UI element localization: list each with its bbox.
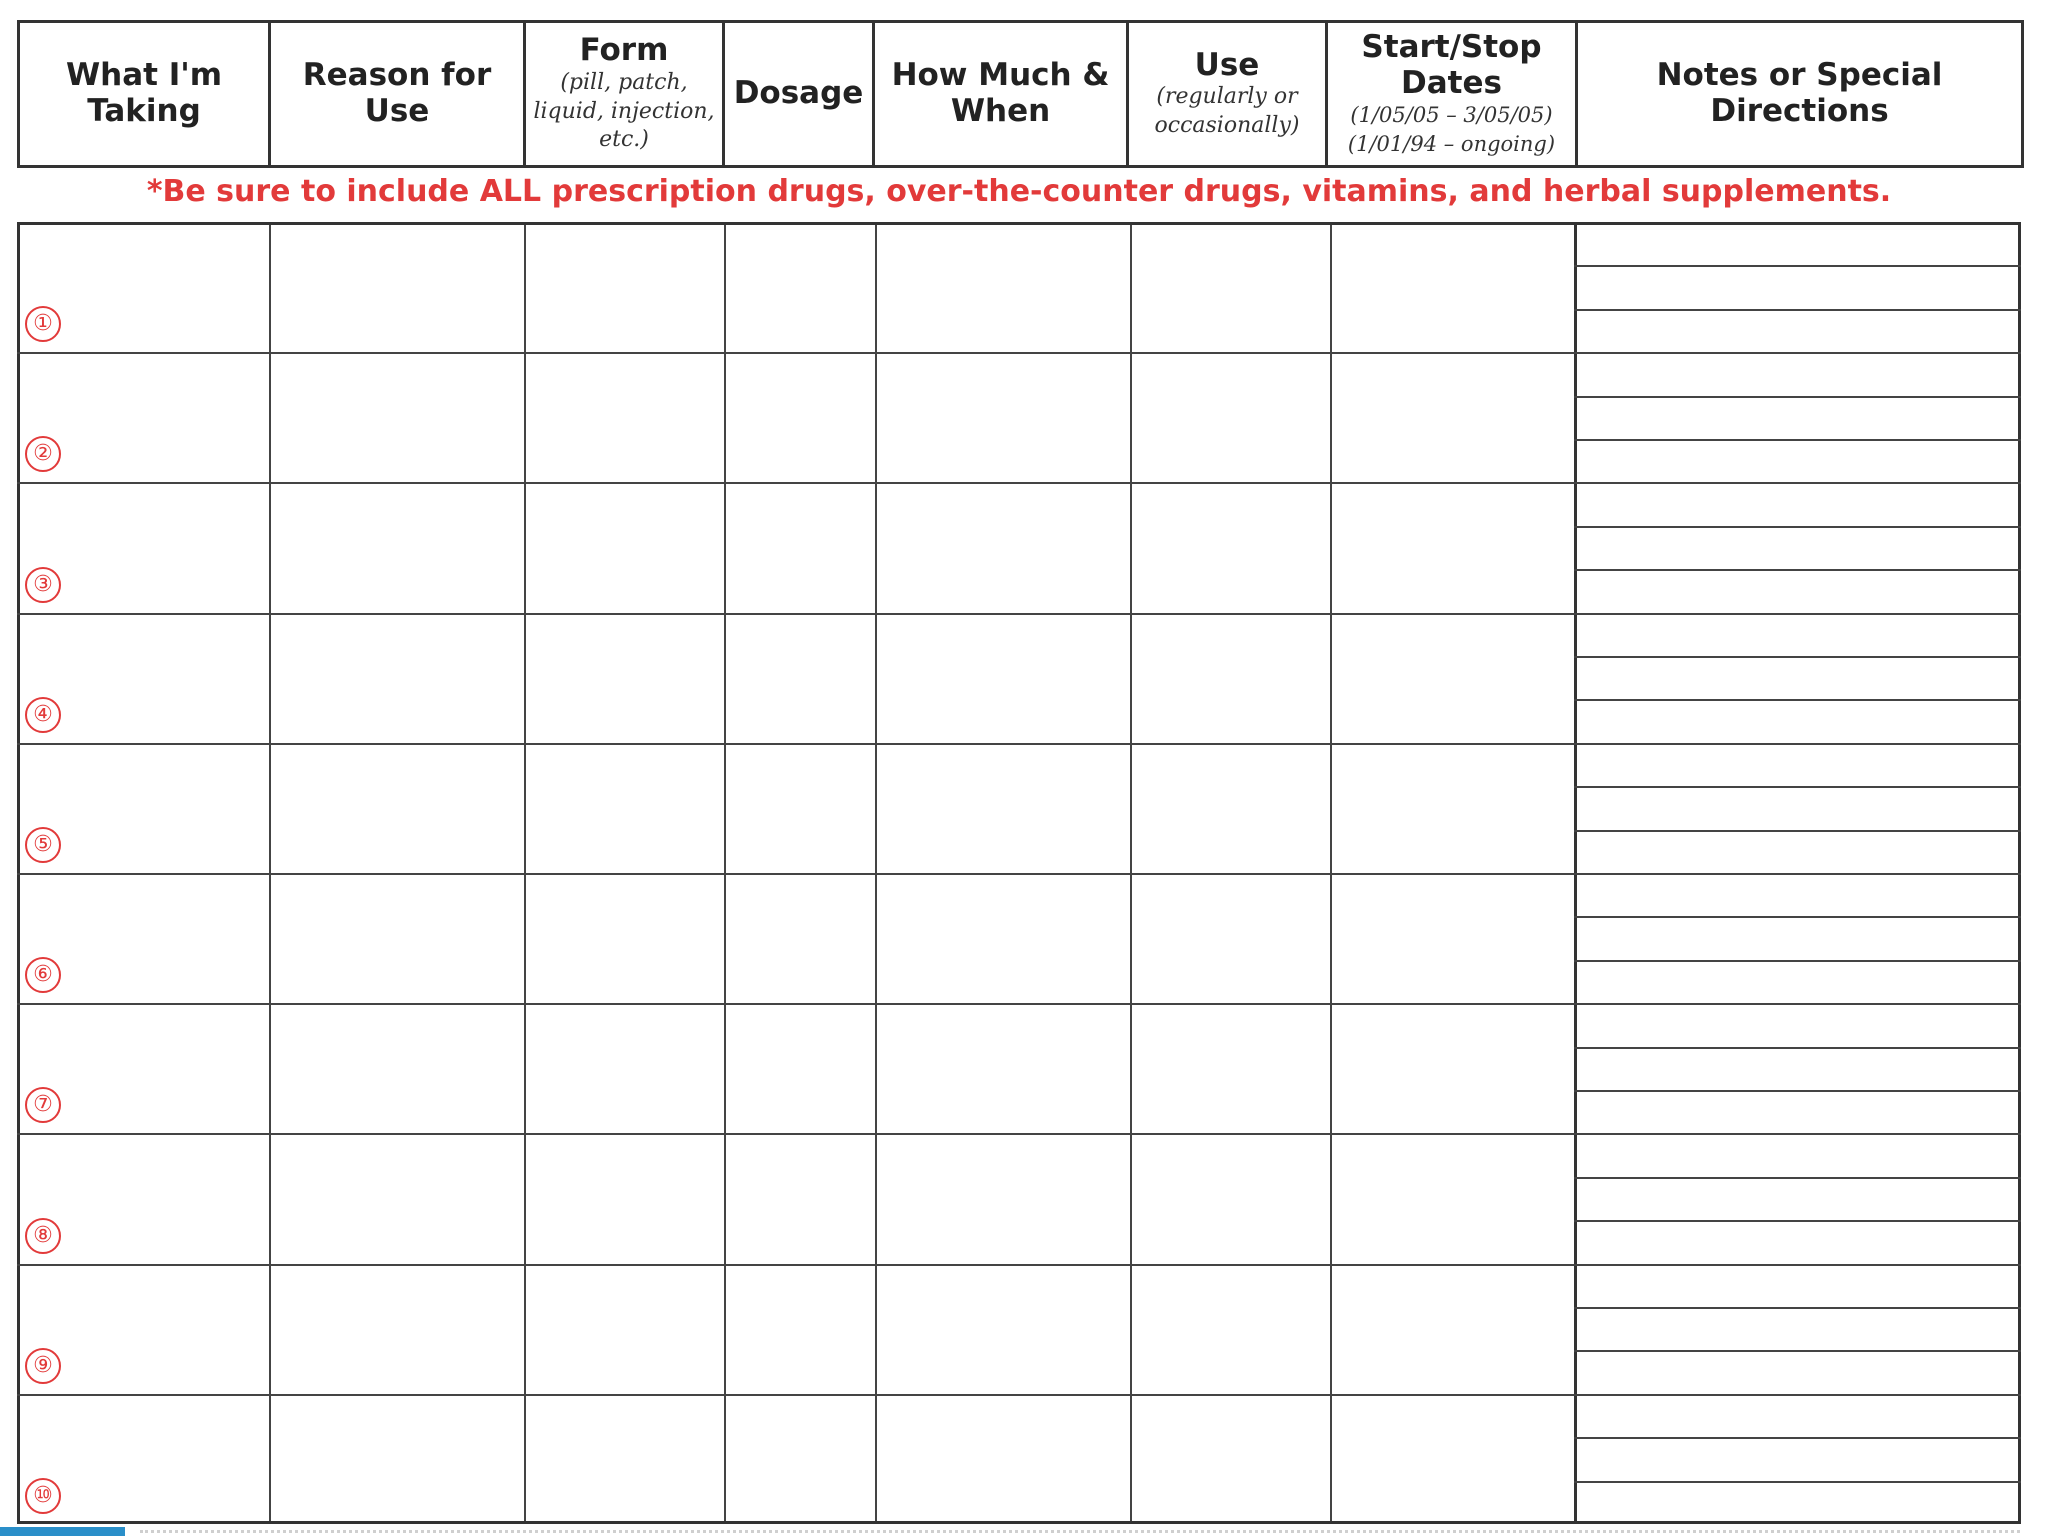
notes-writing-line <box>1574 1437 2021 1439</box>
header-what-im-taking-label: What I'm Taking <box>65 57 223 129</box>
notes-writing-line <box>1574 830 2021 832</box>
notes-writing-line <box>1574 656 2021 658</box>
row-rule <box>17 613 2021 615</box>
bottom-accent-strip <box>0 1527 125 1536</box>
notes-writing-line <box>1574 1481 2021 1483</box>
notes-writing-line <box>1574 960 2021 962</box>
row-rule <box>17 873 2021 875</box>
row-rule <box>17 743 2021 745</box>
row-number-marker: ⑨ <box>25 1348 61 1384</box>
notes-writing-line <box>1574 699 2021 701</box>
notes-writing-line <box>1574 569 2021 571</box>
notes-writing-line <box>1574 526 2021 528</box>
header-dosage-label: Dosage <box>733 75 864 112</box>
row-number-marker: ④ <box>25 697 61 733</box>
header-reason-for-use <box>270 22 525 167</box>
row-rule <box>17 1133 2021 1135</box>
header-what-im-taking <box>19 22 270 167</box>
notes-writing-line <box>1574 1177 2021 1179</box>
row-rule <box>17 1521 2021 1524</box>
notes-writing-line <box>1574 309 2021 311</box>
header-how-much-when-label: How Much & When <box>891 57 1110 129</box>
bottom-dotted-rule <box>140 1530 2020 1533</box>
notes-writing-line <box>1574 1220 2021 1222</box>
header-start-stop-dates-label: Start/Stop Dates <box>1361 29 1542 101</box>
row-rule <box>17 1394 2021 1396</box>
header-start-stop-example-2: (1/01/94 – ongoing) <box>1347 131 1556 156</box>
header-use-label: Use <box>1194 46 1260 83</box>
header-notes <box>1577 22 2023 167</box>
notes-writing-line <box>1574 1090 2021 1092</box>
header-start-stop-example-1: (1/05/05 – 3/05/05) <box>1350 103 1553 128</box>
header-form <box>525 22 724 167</box>
notes-writing-line <box>1574 1350 2021 1352</box>
row-rule <box>17 1264 2021 1266</box>
notes-writing-line <box>1574 786 2021 788</box>
header-dosage <box>724 22 874 167</box>
notes-writing-line <box>1574 1047 2021 1049</box>
row-number-marker: ⑥ <box>25 957 61 993</box>
row-rule <box>17 352 2021 354</box>
header-use-hint: (regularly or occasionally) <box>1154 84 1300 138</box>
medication-entry-grid <box>17 222 2021 1524</box>
medication-list-header <box>17 20 2024 168</box>
header-how-much-when <box>874 22 1128 167</box>
row-rule <box>17 1003 2021 1005</box>
notes-writing-line <box>1574 439 2021 441</box>
notes-writing-line <box>1574 265 2021 267</box>
header-form-label: Form <box>579 32 669 69</box>
header-use <box>1128 22 1327 167</box>
notes-writing-line <box>1574 396 2021 398</box>
grid-top-rule <box>17 222 2021 225</box>
header-reason-for-use-label: Reason for Use <box>302 57 492 129</box>
row-number-marker: ⑧ <box>25 1218 61 1254</box>
row-rule <box>17 482 2021 484</box>
row-number-marker: ② <box>25 436 61 472</box>
include-all-note: *Be sure to include ALL prescription drugs, over-the-counter drugs, vitamins, and herbal supplements. <box>146 174 1892 209</box>
row-number-marker: ⑤ <box>25 827 61 863</box>
notes-writing-line <box>1574 1307 2021 1309</box>
header-form-hint: (pill, patch, liquid, injection, etc.) <box>533 69 715 153</box>
row-number-marker: ③ <box>25 567 61 603</box>
notes-writing-line <box>1574 916 2021 918</box>
header-start-stop-dates <box>1327 22 1577 167</box>
header-notes-label: Notes or Special Directions <box>1656 57 1943 129</box>
row-number-marker: ⑩ <box>25 1478 61 1514</box>
row-number-marker: ① <box>25 306 61 342</box>
row-number-marker: ⑦ <box>25 1087 61 1123</box>
